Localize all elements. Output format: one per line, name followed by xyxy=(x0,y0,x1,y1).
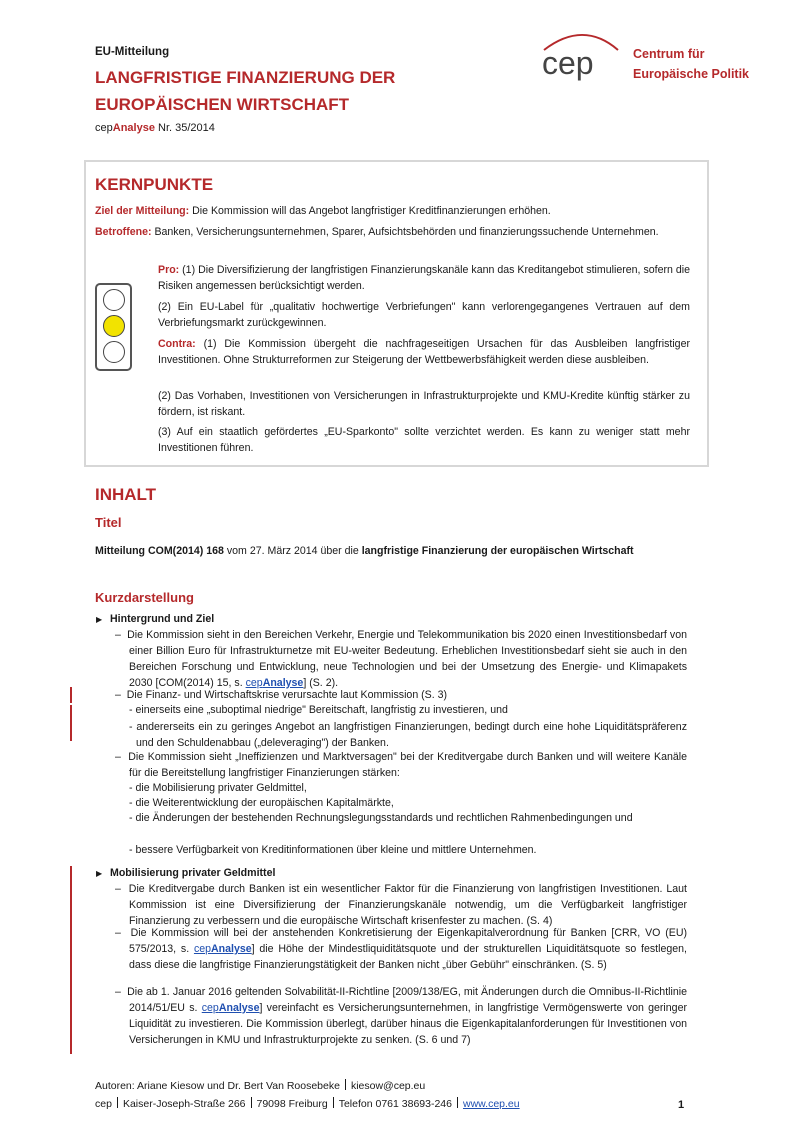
document-type: EU-Mitteilung xyxy=(95,46,170,58)
dash-item-1-text: Die Kommission sieht in den Bereichen Verkehr, Energie und Telekommunikation bis 2020 einen Investitionsbedarf von einer Billion Euro für Infrastrukturnetze mit EU-weiter Bedeutung. Erheblichen Investitionsbedarf sieht sie auch in den Bereichen Forschung und Entwicklung, neue Technologien und bei der Umsetzung des Energie- und Klimapakets 2030 [COM(2014) 15, s. xyxy=(127,629,687,689)
footer-separator xyxy=(251,1097,252,1108)
bullet-triangle-icon: ▶ xyxy=(96,615,103,624)
betroffene-paragraph xyxy=(95,225,690,241)
dash-item-2-text: Die Finanz- und Wirtschaftskrise verursachte laut Kommission (S. 3) xyxy=(126,689,448,701)
traffic-light-icon xyxy=(95,283,132,371)
title-line-2: EUROPÄISCHEN WIRTSCHAFT xyxy=(95,95,350,114)
title-line-1: LANGFRISTIGE FINANZIERUNG DER xyxy=(95,68,396,87)
change-bar xyxy=(70,705,72,741)
footer-street: Kaiser-Joseph-Straße 266 xyxy=(122,1098,246,1110)
titel-text-1: vom 27. März 2014 über die xyxy=(223,545,362,557)
footer-city: 79098 Freiburg xyxy=(256,1098,328,1110)
kurzdarstellung-heading: Kurzdarstellung xyxy=(95,590,194,605)
traffic-light-bottom xyxy=(103,341,125,363)
titel-bold-1: Mitteilung COM(2014) 168 xyxy=(95,545,224,557)
bullet-triangle-icon: ▶ xyxy=(96,869,103,878)
contra-3: (3) Auf ein staatlich gefördertes „EU-Sparkonto" sollte verzichtet werden. Es kann zu weniger statt mehr Investitionen führen. xyxy=(158,426,690,454)
bullet-hintergrund xyxy=(96,612,214,628)
dash-item-4: – Die Kreditvergabe durch Banken ist ein wesentlicher Faktor für die Finanzierung von langfristigen Investitionen. Laut Kommission ist eine Diversifizierung der Finanzierungskanäle notwendig, um die Verfügbarkeit langfristiger Finanzierung zu verbessern und die europäische Wirtschaft krisenfester zu machen. (S. 4) xyxy=(115,883,687,927)
dash-item-5-end: ] die Höhe der Mindestliquiditätsquote und der strukturellen Liquiditätsquote so festlegen, dass diese die langfristige Finanzierungstätigkeit der Banken nicht „über Gebühr" einschränken. (S. 5) xyxy=(129,942,687,971)
analyse-bold: Analyse xyxy=(112,122,155,134)
logo-name-line-1: Centrum für xyxy=(633,47,705,61)
contra-2: (2) Das Vorhaben, Investitionen von Versicherungen in Infrastrukturprojekte und KMU-Kredite künftig stärker zu fördern, ist riskant. xyxy=(158,390,690,418)
dash-item-1: – Die Kommission sieht in den Bereichen Verkehr, Energie und Telekommunikation bis 2020 einen Investitionsbedarf von einer Billion Euro für Infrastrukturnetze mit EU-weiter Bedeutung. Erheblichen Investitionsbedarf sieht sie auch in den Bereichen Forschung und Entwicklung, neue Technologien und bei der Umsetzung des Energie- und Klimapakets 2030 [COM(2014) 15, s. cepAnalyse] (S. 2). xyxy=(115,629,687,689)
dash-item-3-text: Die Kommission sieht „Ineffizienzen und Marktversagen" bei der Kreditvergabe durch Banken und will weitere Kanäle für die Bereitstellung langfristiger Finanzierungen stärken: xyxy=(128,751,687,779)
ziel-paragraph xyxy=(95,204,695,220)
link-3-prefix: cep xyxy=(201,1001,219,1014)
ziel-text: Die Kommission will das Angebot langfristiger Kreditfinanzierungen erhöhen. xyxy=(189,205,551,217)
ziel-label: Ziel der Mitteilung: xyxy=(95,205,190,217)
contra-label: Contra: xyxy=(158,338,196,350)
footer-phone: Telefon 0761 38693-246 xyxy=(338,1098,452,1110)
sub-item-3-4: - bessere Verfügbarkeit von Kreditinformationen über kleine und mittlere Unternehmen. xyxy=(129,844,537,856)
bullet-mobilisierung xyxy=(96,866,275,882)
pro-1 xyxy=(158,263,690,295)
dash-item-4-text: Die Kreditvergabe durch Banken ist ein wesentlicher Faktor für die Finanzierung von langfristigen Investitionen. Laut Kommission ist eine Diversifizierung der Finanzierungskanäle notwendig, um die Verfügbarkeit langfristiger Finanzierung zu verbessern und die europäische Wirtschaft krisenfester zu machen. (S. 4) xyxy=(128,883,687,927)
pro-label: Pro: xyxy=(158,264,180,276)
titel-bold-2: langfristige Finanzierung der europäischen Wirtschaft xyxy=(361,545,634,557)
dash-item-6-end: ] vereinfacht es Versicherungsunternehmen, in langfristige Vermögenswerte von geringer Liquidität zu investieren. Die Kommission überlegt, darüber hinaus die Eigenkapitalanforderungen für Investitionen von Versicherungen in KMU und Infrastrukturprojekte zu senken. (S. 6 und 7) xyxy=(129,1001,687,1046)
footer-web-link[interactable]: www.cep.eu xyxy=(462,1098,520,1110)
kernpunkte-title: KERNPUNKTE xyxy=(95,175,214,194)
analyse-number xyxy=(95,120,215,137)
pro-1-text: (1) Die Diversifizierung der langfristigen Finanzierungskanäle kann das Kreditangebot stimulieren, sofern die Risiken angemessen berücksichtigt werden. xyxy=(158,264,690,292)
sub-item-3-3: - die Änderungen der bestehenden Rechnungslegungsstandards und rechtlichen Rahmenbedingungen und xyxy=(129,812,633,824)
link-3-bold: Analyse xyxy=(218,1001,260,1014)
betroffene-label: Betroffene: xyxy=(95,226,152,238)
footer-address xyxy=(95,1097,520,1113)
link-1-bold: Analyse xyxy=(262,676,304,689)
bullet-mobilisierung-label: Mobilisierung privater Geldmittel xyxy=(110,867,276,879)
cep-logo-icon xyxy=(540,30,620,90)
cep-logo-mark: cep xyxy=(542,45,594,81)
sub-item-3-2-text: die Weiterentwicklung der europäischen Kapitalmärkte, xyxy=(135,797,394,809)
sub-item-2-1-text: einerseits eine „suboptimal niedrige" Bereitschaft, langfristig zu investieren, und xyxy=(135,704,508,716)
footer-separator xyxy=(117,1097,118,1108)
titel-paragraph xyxy=(95,544,687,560)
sub-item-2-2: - andererseits ein zu geringes Angebot an langfristigen Finanzierungen, bedingt durch eine hohe Liquiditätspräferenz und den Schuldenabbau („deleveraging") der Banken. xyxy=(129,721,687,749)
dash-item-1-end: ] (S. 2). xyxy=(303,676,339,689)
sub-item-2-2-text: andererseits ein zu geringes Angebot an langfristigen Finanzierungen, bedingt durch eine hohe Liquiditätspräferenz und den Schuldenabbau („deleveraging") der Banken. xyxy=(136,721,687,749)
bullet-hintergrund-label: Hintergrund und Ziel xyxy=(110,613,215,625)
sub-item-3-1-text: die Mobilisierung privater Geldmittel, xyxy=(135,782,307,794)
dash-item-3: – Die Kommission sieht „Ineffizienzen und Marktversagen" bei der Kreditvergabe durch Banken und will weitere Kanäle für die Bereitstellung langfristiger Finanzierungen stärken: xyxy=(115,751,687,779)
dash-item-6-text: Die ab 1. Januar 2016 geltenden Solvabilität-II-Richtline [2009/138/EG, mit Änderungen durch die Omnibus-II-Richtlinie 2014/51/EU s. xyxy=(127,986,687,1014)
footer-separator xyxy=(333,1097,334,1108)
betroffene-text: Banken, Versicherungsunternehmen, Sparer, Aufsichtsbehörden und finanzierungssuchende Unternehmen. xyxy=(151,226,659,238)
cep-analyse-link-1[interactable] xyxy=(246,677,304,689)
footer-separator xyxy=(457,1097,458,1108)
contra-1-text: (1) Die Kommission übergeht die nachfrageseitigen Ursachen für das Ausbleiben langfristiger Investitionen. Ohne Strukturreformen zur Steigerung der Wettbewerbsfähigkeit werden diese ausbleiben. xyxy=(158,338,690,366)
analyse-no-text: Nr. 35/2014 xyxy=(154,122,215,134)
contra-1 xyxy=(158,337,690,369)
sub-item-3-2: - die Weiterentwicklung der europäischen Kapitalmärkte, xyxy=(129,797,394,809)
link-2-prefix: cep xyxy=(193,942,212,955)
footer-org: cep xyxy=(95,1098,112,1110)
link-1-prefix: cep xyxy=(245,676,263,689)
footer-authors-text: Autoren: Ariane Kiesow und Dr. Bert Van Roosebeke xyxy=(95,1080,340,1092)
sub-item-3-4-text: bessere Verfügbarkeit von Kreditinformationen über kleine und mittlere Unternehmen. xyxy=(135,844,537,856)
footer-authors xyxy=(95,1079,425,1095)
traffic-light-top xyxy=(103,289,125,311)
page-number: 1 xyxy=(678,1099,685,1111)
cep-analyse-link-3[interactable] xyxy=(202,1002,260,1014)
dash-item-5-text: Die Kommission will bei der anstehenden Konkretisierung der Eigenkapitalverordnung für Banken [CRR, VO (EU) 575/2013, s. xyxy=(129,927,688,955)
footer-separator xyxy=(345,1079,346,1090)
dash-item-2: – Die Finanz- und Wirtschaftskrise verursachte laut Kommission (S. 3) xyxy=(115,689,448,701)
cep-analyse-link-2[interactable] xyxy=(194,943,252,955)
analyse-prefix: cep xyxy=(95,122,113,134)
pro-2: (2) Ein EU-Label für „qualitativ hochwertige Verbriefungen" kann verlorengegangenes Vertrauen auf dem Verbriefungsmarkt zurückgewinnen. xyxy=(158,301,690,329)
logo-name-line-2: Europäische Politik xyxy=(633,67,750,81)
traffic-light-middle xyxy=(103,315,125,337)
sub-item-2-1: - einerseits eine „suboptimal niedrige" Bereitschaft, langfristig zu investieren, und xyxy=(129,704,508,716)
footer-email[interactable]: kiesow@cep.eu xyxy=(350,1080,426,1092)
change-bar xyxy=(70,687,72,703)
inhalt-title: INHALT xyxy=(95,485,157,504)
logo-text xyxy=(633,44,749,84)
link-2-bold: Analyse xyxy=(211,942,252,955)
sub-item-3-3-text: die Änderungen der bestehenden Rechnungslegungsstandards und rechtlichen Rahmenbedingungen und xyxy=(135,812,633,824)
titel-heading: Titel xyxy=(95,515,122,530)
sub-item-3-1: - die Mobilisierung privater Geldmittel, xyxy=(129,782,307,794)
dash-item-6: – Die ab 1. Januar 2016 geltenden Solvabilität-II-Richtline [2009/138/EG, mit Änderungen durch die Omnibus-II-Richtlinie 2014/51/EU s. cepAnalyse] vereinfacht es Versicherungsunternehmen, in langfristige Vermögenswerte von geringer Liquidität zu investieren. Die Kommission überlegt, darüber hinaus die Eigenkapitalanforderungen für Investitionen von Versicherungen in KMU und Infrastrukturprojekte zu senken. (S. 6 und 7) xyxy=(115,986,687,1046)
change-bar xyxy=(70,866,72,1054)
document-title xyxy=(95,64,495,118)
dash-item-5: – Die Kommission will bei der anstehenden Konkretisierung der Eigenkapitalverordnung für Banken [CRR, VO (EU) 575/2013, s. cepAnalyse] die Höhe der Mindestliquiditätsquote und der strukturellen Liquiditätsquote so festlegen, dass diese die langfristige Finanzierungstätigkeit der Banken nicht „über Gebühr" einschränken. (S. 5) xyxy=(115,927,688,971)
